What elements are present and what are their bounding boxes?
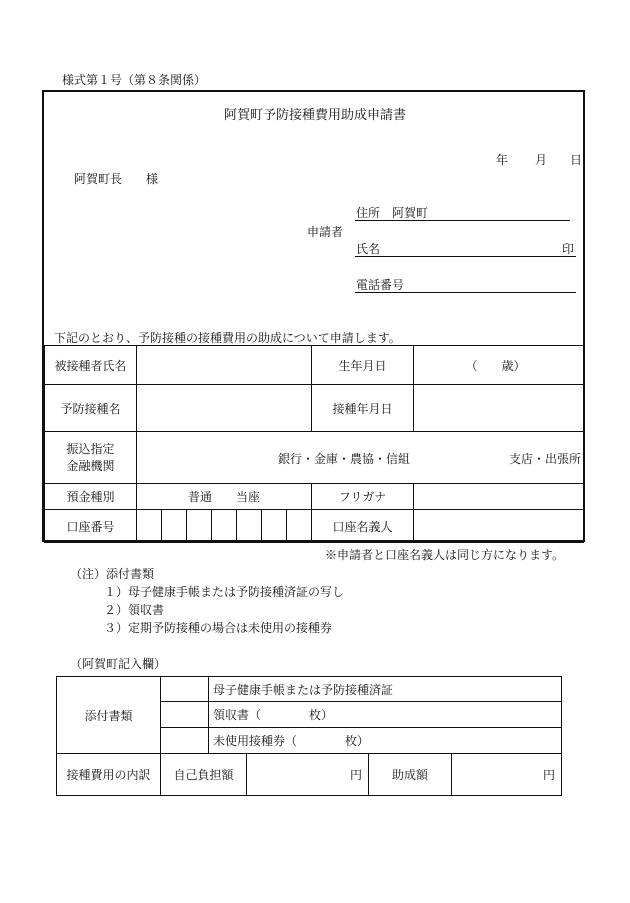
name-line bbox=[355, 256, 576, 257]
account-number-label: 口座番号 bbox=[45, 510, 137, 543]
table-row bbox=[45, 346, 584, 385]
table-row bbox=[45, 385, 584, 432]
age-field[interactable] bbox=[414, 346, 584, 385]
subsidy-field[interactable] bbox=[452, 754, 562, 796]
bank-label-line1: 振込指定 bbox=[66, 442, 115, 457]
doc1-label: 母子健康手帳または予防接種済証 bbox=[209, 677, 562, 702]
account-digit-boxes bbox=[137, 510, 311, 542]
birth-date-label: 生年月日 bbox=[312, 346, 414, 385]
bank-label bbox=[45, 432, 137, 484]
attachment-item-2: ２）領収書 bbox=[104, 603, 165, 617]
attachment-item-3: ３）定期予防接種の場合は未使用の接種券 bbox=[104, 621, 333, 635]
table-row bbox=[45, 432, 584, 484]
addressee: 阿賀町長 様 bbox=[74, 172, 159, 186]
date-year: 年 bbox=[496, 153, 509, 167]
account-holder-label: 口座名義人 bbox=[312, 510, 414, 543]
attachment-item-1: １）母子健康手帳または予防接種済証の写し bbox=[104, 585, 345, 599]
seal-mark: 印 bbox=[562, 242, 575, 256]
table-row bbox=[57, 754, 562, 796]
doc2-label: 領収書（ 枚） bbox=[209, 702, 562, 728]
form-number-label: 様式第１号（第８条関係） bbox=[62, 73, 207, 87]
deposit-options: 普通 当座 bbox=[187, 490, 260, 504]
name-label: 氏名 bbox=[356, 242, 381, 256]
furigana-label: フリガナ bbox=[312, 484, 414, 510]
vaccination-date-field[interactable] bbox=[414, 385, 584, 432]
patient-name-field[interactable] bbox=[137, 346, 312, 385]
deposit-type-label: 預金種別 bbox=[45, 484, 137, 510]
doc3-check[interactable] bbox=[161, 728, 209, 754]
subsidy-label: 助成額 bbox=[369, 754, 452, 796]
attached-docs-label: 添付書類 bbox=[57, 677, 161, 754]
branch-types: 支店・出張所 bbox=[509, 452, 582, 466]
vaccine-name-label: 予防接種名 bbox=[45, 385, 137, 432]
cost-breakdown-label: 接種費用の内訳 bbox=[57, 754, 161, 796]
account-digit[interactable] bbox=[212, 510, 237, 542]
furigana-field[interactable] bbox=[414, 484, 584, 510]
phone-line bbox=[355, 292, 576, 293]
attachments-header: （注）添付書類 bbox=[70, 567, 155, 581]
bank-types: 銀行・金庫・農協・信組 bbox=[278, 452, 411, 466]
account-digit[interactable] bbox=[137, 510, 162, 542]
subsidy-yen: 円 bbox=[543, 768, 556, 782]
address-line bbox=[355, 220, 570, 221]
town-use-table bbox=[56, 676, 562, 796]
vaccine-name-field[interactable] bbox=[137, 385, 312, 432]
account-digit[interactable] bbox=[262, 510, 287, 542]
patient-name-label: 被接種者氏名 bbox=[45, 346, 137, 385]
age-label: （ 歳） bbox=[465, 358, 526, 373]
date-day: 日 bbox=[570, 153, 583, 167]
account-holder-field[interactable] bbox=[414, 510, 584, 543]
intro-text: 下記のとおり、予防接種の接種費用の助成について申請します。 bbox=[54, 331, 401, 345]
form-title: 阿賀町予防接種費用助成申請書 bbox=[223, 108, 406, 123]
vaccination-date-label: 接種年月日 bbox=[312, 385, 414, 432]
applicant-label: 申請者 bbox=[307, 225, 344, 239]
town-section-header: （阿賀町記入欄） bbox=[70, 657, 167, 671]
same-person-note: ※申請者と口座名義人は同じ方になります。 bbox=[325, 548, 565, 562]
account-digit[interactable] bbox=[187, 510, 212, 542]
self-pay-yen: 円 bbox=[349, 768, 362, 782]
phone-label: 電話番号 bbox=[356, 278, 405, 292]
table-row bbox=[57, 677, 562, 702]
account-digit[interactable] bbox=[237, 510, 262, 542]
address-label: 住所 阿賀町 bbox=[356, 206, 429, 220]
account-digit[interactable] bbox=[287, 510, 311, 542]
self-pay-label: 自己負担額 bbox=[161, 754, 247, 796]
doc1-check[interactable] bbox=[161, 677, 209, 702]
self-pay-field[interactable] bbox=[247, 754, 369, 796]
table-row bbox=[45, 510, 584, 543]
doc3-label: 未使用接種券（ 枚） bbox=[209, 728, 562, 754]
doc2-check[interactable] bbox=[161, 702, 209, 728]
table-row bbox=[45, 484, 584, 510]
account-number-field[interactable] bbox=[137, 510, 312, 543]
bank-field[interactable] bbox=[137, 432, 584, 484]
application-table bbox=[44, 345, 584, 543]
account-digit[interactable] bbox=[162, 510, 187, 542]
deposit-type-field[interactable] bbox=[137, 484, 312, 510]
bank-label-line2: 金融機関 bbox=[66, 458, 115, 473]
date-month: 月 bbox=[535, 153, 548, 167]
